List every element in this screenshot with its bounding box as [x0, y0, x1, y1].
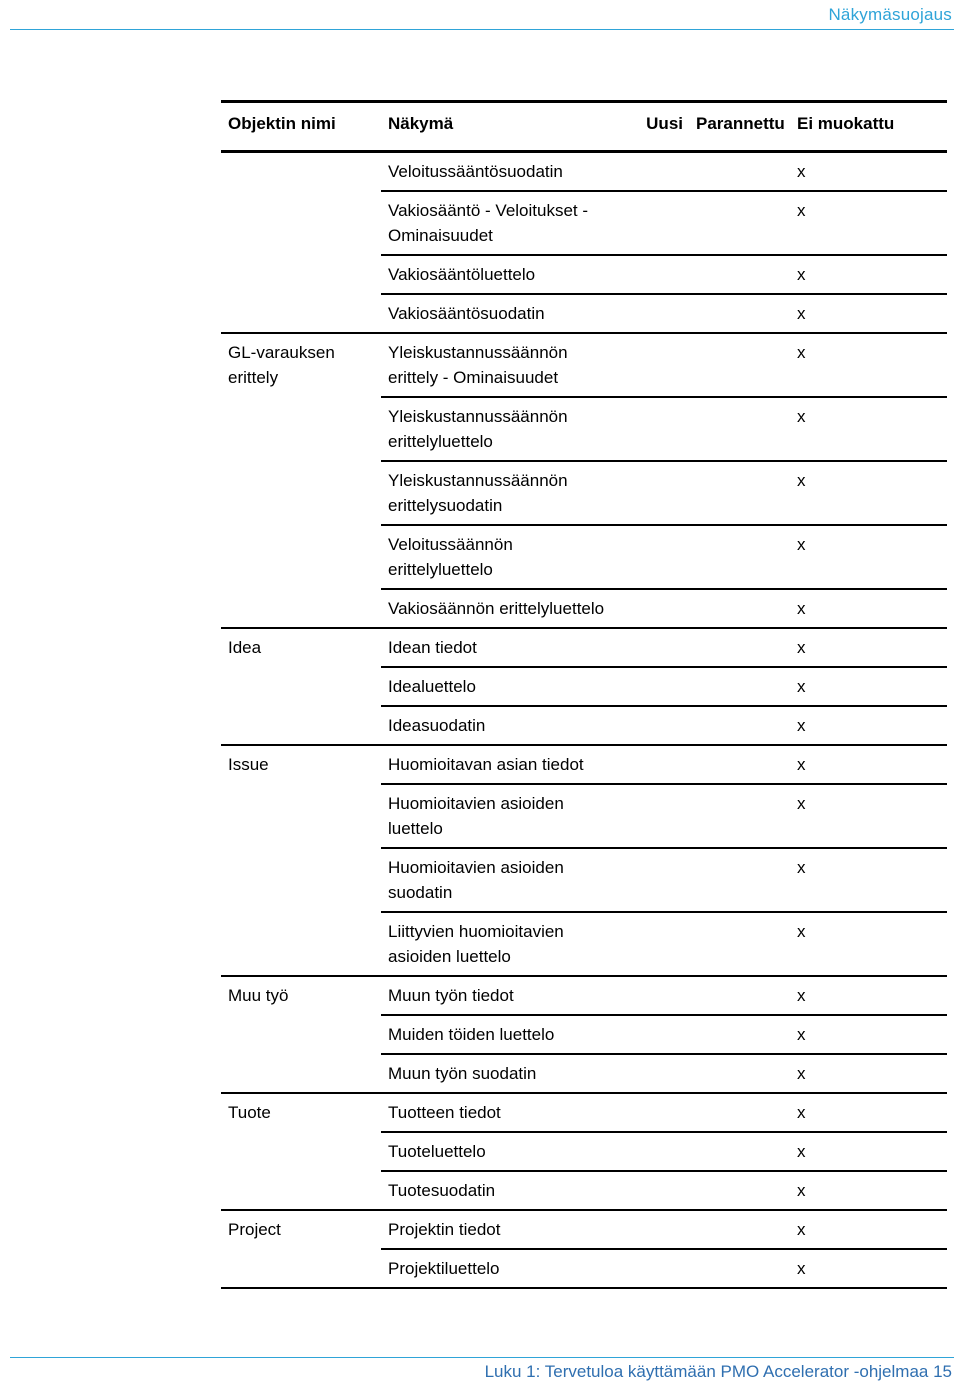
cell-new	[613, 976, 689, 1015]
header-divider	[10, 29, 954, 30]
cell-object-name	[221, 1171, 381, 1210]
table-row	[221, 1093, 947, 1132]
cell-new	[613, 912, 689, 976]
cell-view: Tuotesuodatin	[381, 1171, 613, 1210]
cell-new	[613, 255, 689, 294]
cell-view: Liittyvien huomioitavien asioiden luettelo	[381, 912, 613, 976]
table-row	[221, 976, 947, 1015]
table-row	[221, 1210, 947, 1249]
cell-unchanged: x	[790, 152, 947, 192]
cell-view: Tuotteen tiedot	[381, 1093, 613, 1132]
cell-improved	[689, 976, 790, 1015]
cell-unchanged: x	[790, 525, 947, 589]
cell-unchanged: x	[790, 1132, 947, 1171]
cell-object-name	[221, 1054, 381, 1093]
page-header	[0, 0, 960, 40]
column-header-unchanged: Ei muokattu	[790, 102, 947, 152]
cell-view: Projektin tiedot	[381, 1210, 613, 1249]
footer-chapter-page: Luku 1: Tervetuloa käyttämään PMO Accelerator -ohjelmaa 15	[484, 1362, 952, 1381]
cell-view: Huomioitavien asioiden suodatin	[381, 848, 613, 912]
cell-view: Muun työn suodatin	[381, 1054, 613, 1093]
cell-new	[613, 1132, 689, 1171]
cell-unchanged: x	[790, 255, 947, 294]
cell-view: Yleiskustannussäännön erittely - Ominaisuudet	[381, 333, 613, 397]
cell-improved	[689, 333, 790, 397]
cell-improved	[689, 1210, 790, 1249]
cell-object-name	[221, 589, 381, 628]
cell-view: Yleiskustannussäännön erittelysuodatin	[381, 461, 613, 525]
cell-improved	[689, 1093, 790, 1132]
cell-object-name	[221, 1249, 381, 1288]
cell-improved	[689, 152, 790, 192]
cell-unchanged: x	[790, 1093, 947, 1132]
cell-improved	[689, 461, 790, 525]
cell-unchanged: x	[790, 461, 947, 525]
table-row	[221, 848, 947, 912]
view-security-table	[221, 100, 947, 1289]
cell-unchanged: x	[790, 628, 947, 667]
cell-improved	[689, 1171, 790, 1210]
cell-object-name	[221, 461, 381, 525]
cell-unchanged: x	[790, 333, 947, 397]
cell-view: Yleiskustannussäännön erittelyluettelo	[381, 397, 613, 461]
cell-improved	[689, 589, 790, 628]
cell-unchanged: x	[790, 706, 947, 745]
table-row	[221, 191, 947, 255]
table-row	[221, 628, 947, 667]
cell-unchanged: x	[790, 784, 947, 848]
table-row	[221, 152, 947, 192]
cell-unchanged: x	[790, 848, 947, 912]
cell-improved	[689, 1249, 790, 1288]
cell-new	[613, 333, 689, 397]
cell-object-name	[221, 784, 381, 848]
cell-object-name	[221, 667, 381, 706]
cell-unchanged: x	[790, 1210, 947, 1249]
cell-new	[613, 397, 689, 461]
cell-view: Veloitussäännön erittelyluettelo	[381, 525, 613, 589]
cell-view: Idealuettelo	[381, 667, 613, 706]
cell-unchanged: x	[790, 745, 947, 784]
cell-unchanged: x	[790, 976, 947, 1015]
table-row	[221, 255, 947, 294]
cell-new	[613, 152, 689, 192]
table-row	[221, 784, 947, 848]
cell-new	[613, 628, 689, 667]
cell-improved	[689, 191, 790, 255]
cell-unchanged: x	[790, 1015, 947, 1054]
cell-object-name	[221, 706, 381, 745]
cell-object-name	[221, 152, 381, 192]
table-row	[221, 1171, 947, 1210]
cell-new	[613, 1249, 689, 1288]
table-row	[221, 525, 947, 589]
cell-improved	[689, 628, 790, 667]
cell-unchanged: x	[790, 912, 947, 976]
cell-unchanged: x	[790, 1249, 947, 1288]
table-header	[221, 102, 947, 152]
cell-new	[613, 745, 689, 784]
column-header-new: Uusi	[613, 102, 689, 152]
cell-view: Huomioitavan asian tiedot	[381, 745, 613, 784]
table-row	[221, 294, 947, 333]
cell-improved	[689, 1132, 790, 1171]
cell-unchanged: x	[790, 191, 947, 255]
cell-object-name: Project	[228, 1220, 281, 1239]
cell-object-name	[221, 1015, 381, 1054]
cell-improved	[689, 525, 790, 589]
header-section-title: Näkymäsuojaus	[828, 5, 952, 24]
cell-new	[613, 1093, 689, 1132]
cell-new	[613, 461, 689, 525]
cell-new	[613, 784, 689, 848]
cell-new	[613, 1015, 689, 1054]
cell-object-name: Muu työ	[228, 986, 289, 1005]
cell-improved	[689, 397, 790, 461]
cell-object-name	[221, 397, 381, 461]
cell-object-name	[221, 912, 381, 976]
cell-unchanged: x	[790, 589, 947, 628]
cell-unchanged: x	[790, 1171, 947, 1210]
cell-improved	[689, 294, 790, 333]
table-row	[221, 1054, 947, 1093]
cell-unchanged: x	[790, 294, 947, 333]
table-row	[221, 912, 947, 976]
table-row	[221, 333, 947, 397]
cell-view: Veloitussääntösuodatin	[381, 152, 613, 192]
cell-view: Vakiosääntösuodatin	[381, 294, 613, 333]
cell-unchanged: x	[790, 667, 947, 706]
cell-object-name: Idea	[228, 638, 262, 657]
cell-improved	[689, 1015, 790, 1054]
cell-object-name	[221, 1132, 381, 1171]
table-row	[221, 589, 947, 628]
footer-divider	[10, 1357, 954, 1358]
table-row	[221, 745, 947, 784]
column-header-view: Näkymä	[381, 102, 613, 152]
table-row	[221, 461, 947, 525]
cell-object-name	[221, 191, 381, 255]
table-row	[221, 1132, 947, 1171]
cell-object-name	[221, 255, 381, 294]
cell-view: Projektiluettelo	[381, 1249, 613, 1288]
cell-view: Idean tiedot	[381, 628, 613, 667]
cell-new	[613, 667, 689, 706]
cell-new	[613, 706, 689, 745]
table-row	[221, 1249, 947, 1288]
cell-improved	[689, 667, 790, 706]
table-body	[221, 152, 947, 1289]
cell-improved	[689, 784, 790, 848]
cell-object-name	[221, 848, 381, 912]
cell-unchanged: x	[790, 1054, 947, 1093]
cell-new	[613, 294, 689, 333]
cell-improved	[689, 255, 790, 294]
cell-new	[613, 1210, 689, 1249]
cell-view: Vakiosääntöluettelo	[381, 255, 613, 294]
column-header-improved: Parannettu	[689, 102, 790, 152]
cell-new	[613, 589, 689, 628]
cell-new	[613, 848, 689, 912]
table-row	[221, 1015, 947, 1054]
table-row	[221, 667, 947, 706]
cell-improved	[689, 912, 790, 976]
table-row	[221, 706, 947, 745]
cell-new	[613, 191, 689, 255]
cell-object-name: Tuote	[228, 1103, 271, 1122]
cell-new	[613, 1054, 689, 1093]
cell-improved	[689, 745, 790, 784]
cell-view: Muiden töiden luettelo	[381, 1015, 613, 1054]
cell-new	[613, 1171, 689, 1210]
cell-object-name: Issue	[228, 755, 269, 774]
cell-unchanged: x	[790, 397, 947, 461]
table-row	[221, 397, 947, 461]
cell-improved	[689, 706, 790, 745]
cell-view: Ideasuodatin	[381, 706, 613, 745]
cell-view: Tuoteluettelo	[381, 1132, 613, 1171]
column-header-object-name: Objektin nimi	[221, 102, 381, 152]
page-footer	[0, 1350, 960, 1385]
cell-view: Vakiosääntö - Veloitukset - Ominaisuudet	[381, 191, 613, 255]
cell-improved	[689, 848, 790, 912]
cell-object-name: GL-varauksen erittely	[228, 343, 335, 387]
cell-view: Muun työn tiedot	[381, 976, 613, 1015]
cell-object-name	[221, 525, 381, 589]
cell-view: Huomioitavien asioiden luettelo	[381, 784, 613, 848]
cell-object-name	[221, 294, 381, 333]
cell-new	[613, 525, 689, 589]
cell-view: Vakiosäännön erittelyluettelo	[381, 589, 613, 628]
cell-improved	[689, 1054, 790, 1093]
